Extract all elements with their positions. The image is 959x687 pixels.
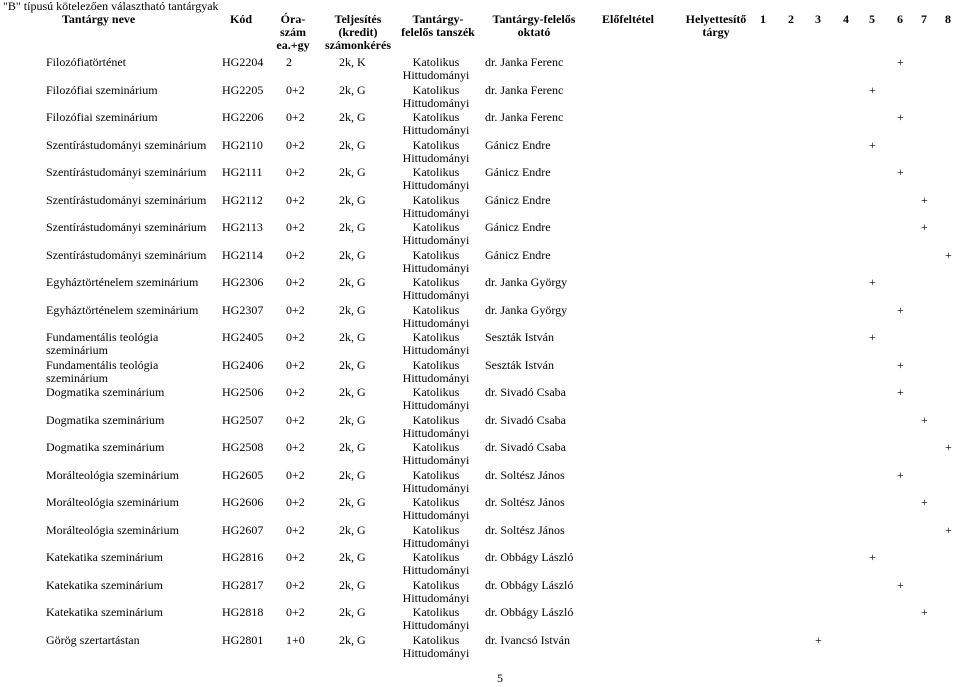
table-row	[0, 550, 959, 577]
header-dept-line2: felelős tanszék	[401, 25, 475, 39]
course-teacher: dr. Soltész János	[485, 495, 565, 509]
course-hours: 0+2	[286, 412, 305, 427]
semester-mark: +	[869, 82, 876, 97]
course-code: HG2817	[222, 577, 264, 592]
course-hours: 0+2	[286, 495, 305, 509]
course-department: Katolikus Hittudományi	[402, 82, 470, 110]
header-credit-line3: számonkérés	[325, 38, 391, 52]
course-teacher: Gánicz Endre	[485, 137, 551, 152]
course-department: Katolikus Hittudományi	[402, 632, 470, 660]
course-credit: 2k, K	[339, 55, 366, 69]
course-name: Katekatika szeminárium	[46, 577, 163, 592]
course-department: Katolikus Hittudományi	[402, 440, 470, 467]
semester-mark: +	[897, 357, 904, 372]
header-teacher-line2: oktató	[517, 25, 551, 39]
course-credit: 2k, G	[339, 330, 366, 344]
course-name: Katekatika szeminárium	[46, 550, 163, 564]
course-department: Katolikus Hittudományi	[402, 385, 470, 412]
course-teacher: Gánicz Endre	[485, 247, 551, 262]
table-row	[0, 495, 959, 522]
course-teacher: Gánicz Endre	[485, 192, 551, 207]
header-code: Kód	[230, 12, 253, 26]
course-teacher: dr. Soltész János	[485, 522, 565, 537]
header-credit	[318, 13, 398, 52]
course-credit: 2k, G	[339, 302, 366, 317]
course-name: Dogmatika szeminárium	[46, 385, 165, 399]
course-teacher: Seszták István	[485, 357, 554, 372]
course-name: Morálteológia szeminárium	[46, 467, 179, 482]
course-code: HG2607	[222, 522, 264, 537]
course-code: HG2111	[222, 165, 263, 179]
table-row	[0, 55, 959, 82]
semester-mark: +	[921, 220, 928, 234]
course-department: Katolikus Hittudományi	[402, 357, 470, 385]
course-code: HG2206	[222, 110, 264, 124]
course-department: Katolikus Hittudományi	[402, 220, 470, 247]
course-credit: 2k, G	[339, 605, 366, 619]
semester-mark: +	[869, 275, 876, 289]
table-row	[0, 605, 959, 632]
header-name: Tantárgy neve	[62, 12, 136, 26]
semester-mark: +	[815, 632, 822, 647]
course-name: Katekatika szeminárium	[46, 605, 163, 619]
semester-mark: +	[897, 302, 904, 317]
semester-mark: +	[921, 192, 928, 207]
course-teacher: Gánicz Endre	[485, 165, 551, 179]
course-teacher: dr. Obbágy László	[485, 550, 574, 564]
semester-mark: +	[921, 495, 928, 509]
course-teacher: dr. Obbágy László	[485, 577, 574, 592]
course-credit: 2k, G	[339, 357, 366, 372]
course-department: Katolikus Hittudományi	[402, 110, 470, 137]
course-code: HG2307	[222, 302, 264, 317]
course-name: Szentírástudományi szeminárium	[46, 220, 207, 234]
course-name: Görög szertartástan	[46, 632, 140, 647]
course-code: HG2405	[222, 330, 264, 344]
course-department: Katolikus Hittudományi	[402, 302, 470, 330]
course-name: Szentírástudományi szeminárium	[46, 165, 207, 179]
table-row	[0, 523, 959, 550]
header-hours-line3: ea.+gy	[276, 38, 310, 52]
course-hours: 0+2	[286, 220, 305, 234]
table-row	[0, 303, 959, 330]
course-credit: 2k, G	[339, 522, 366, 537]
course-department: Katolikus Hittudományi	[402, 412, 470, 440]
table-row	[0, 138, 959, 165]
header-substitute-line2: tárgy	[702, 25, 730, 39]
course-department: Katolikus Hittudományi	[402, 192, 470, 220]
course-hours: 0+2	[286, 110, 305, 124]
course-credit: 2k, G	[339, 275, 366, 289]
course-teacher: dr. Janka Ferenc	[485, 82, 564, 97]
course-hours: 0+2	[286, 82, 305, 97]
course-code: HG2508	[222, 440, 264, 454]
course-name: Egyháztörténelem szeminárium	[46, 275, 199, 289]
table-row	[0, 358, 959, 385]
header-semester-8: 8	[945, 12, 951, 26]
course-teacher: dr. Sivadó Csaba	[485, 412, 566, 427]
course-credit: 2k, G	[339, 412, 366, 427]
course-teacher: dr. Sivadó Csaba	[485, 385, 566, 399]
course-department: Katolikus Hittudományi	[402, 275, 470, 302]
course-teacher: Gánicz Endre	[485, 220, 551, 234]
course-teacher: dr. Ivancsó István	[485, 632, 570, 647]
course-department: Katolikus Hittudományi	[402, 247, 470, 275]
course-hours: 0+2	[286, 330, 305, 344]
header-hours-line2: szám	[280, 25, 306, 39]
course-hours: 0+2	[286, 192, 305, 207]
header-hours	[276, 13, 310, 52]
table-row	[0, 165, 959, 192]
course-code: HG2110	[222, 137, 263, 152]
course-code: HG2406	[222, 357, 264, 372]
header-dept-line1: Tantárgy-	[412, 12, 464, 26]
semester-mark: +	[921, 412, 928, 427]
semester-mark: +	[869, 330, 876, 344]
course-name: Egyháztörténelem szeminárium	[46, 302, 199, 317]
header-teacher-line1: Tantárgy-felelős	[492, 12, 576, 26]
course-credit: 2k, G	[339, 220, 366, 234]
table-row	[0, 110, 959, 137]
course-credit: 2k, G	[339, 632, 366, 647]
course-name: Filozófiai szeminárium	[46, 110, 158, 124]
table-row	[0, 578, 959, 605]
course-code: HG2816	[222, 550, 264, 564]
course-credit: 2k, G	[339, 165, 366, 179]
course-credit: 2k, G	[339, 495, 366, 509]
course-code: HG2606	[222, 495, 264, 509]
course-hours: 0+2	[286, 550, 305, 564]
course-name: Fundamentális teológia szeminárium	[46, 357, 159, 385]
course-credit: 2k, G	[339, 82, 366, 97]
course-teacher: Seszták István	[485, 330, 554, 344]
header-prereq: Előfeltétel	[602, 12, 654, 26]
course-department: Katolikus Hittudományi	[402, 330, 470, 357]
header-semester-3: 3	[815, 12, 821, 26]
table-row	[0, 193, 959, 220]
course-credit: 2k, G	[339, 385, 366, 399]
course-code: HG2507	[222, 412, 264, 427]
header-semester-2: 2	[788, 12, 794, 26]
course-department: Katolikus Hittudományi	[402, 137, 470, 165]
course-teacher: dr. Soltész János	[485, 467, 565, 482]
table-caption: "B" típusú kötelezően választható tantárgyak	[3, 0, 219, 13]
header-semester-6: 6	[897, 12, 903, 26]
course-hours: 1+0	[286, 632, 305, 647]
table-row	[0, 330, 959, 357]
course-hours: 0+2	[286, 605, 305, 619]
page-number: 5	[497, 671, 503, 685]
course-code: HG2801	[222, 632, 264, 647]
header-semester-1: 1	[760, 12, 766, 26]
course-hours: 0+2	[286, 522, 305, 537]
course-credit: 2k, G	[339, 192, 366, 207]
course-department: Katolikus Hittudományi	[402, 577, 470, 605]
course-hours: 0+2	[286, 440, 305, 454]
course-credit: 2k, G	[339, 550, 366, 564]
semester-mark: +	[869, 137, 876, 152]
semester-mark: +	[897, 110, 904, 124]
course-name: Morálteológia szeminárium	[46, 522, 179, 537]
course-name: Fundamentális teológia szeminárium	[46, 330, 159, 357]
course-credit: 2k, G	[339, 440, 366, 454]
header-semester-5: 5	[869, 12, 875, 26]
course-credit: 2k, G	[339, 110, 366, 124]
course-name: Dogmatika szeminárium	[46, 440, 165, 454]
course-hours: 0+2	[286, 302, 305, 317]
table-row	[0, 468, 959, 495]
course-code: HG2506	[222, 385, 264, 399]
semester-mark: +	[945, 440, 952, 454]
course-name: Filozófiai szeminárium	[46, 82, 158, 97]
course-teacher: dr. Janka Ferenc	[485, 55, 564, 69]
header-substitute	[676, 13, 756, 39]
semester-mark: +	[897, 385, 904, 399]
course-teacher: dr. Obbágy László	[485, 605, 574, 619]
course-teacher: dr. Janka György	[485, 275, 568, 289]
table-row	[0, 275, 959, 302]
course-credit: 2k, G	[339, 577, 366, 592]
semester-mark: +	[945, 522, 952, 537]
semester-mark: +	[897, 467, 904, 482]
course-department: Katolikus Hittudományi	[402, 165, 470, 192]
course-teacher: dr. Janka György	[485, 302, 568, 317]
course-code: HG2818	[222, 605, 264, 619]
course-name: Dogmatika szeminárium	[46, 412, 165, 427]
course-code: HG2113	[222, 220, 263, 234]
header-teacher	[486, 13, 582, 39]
course-hours: 0+2	[286, 165, 305, 179]
course-code: HG2605	[222, 467, 264, 482]
course-credit: 2k, G	[339, 247, 366, 262]
course-name: Filozófiatörténet	[46, 55, 126, 69]
course-hours: 0+2	[286, 137, 305, 152]
course-department: Katolikus Hittudományi	[402, 522, 470, 550]
table-row	[0, 633, 959, 660]
course-code: HG2204	[222, 55, 264, 69]
table-row	[0, 83, 959, 110]
course-hours: 2	[286, 55, 292, 69]
course-hours: 0+2	[286, 275, 305, 289]
header-dept	[392, 13, 484, 39]
course-teacher: dr. Janka Ferenc	[485, 110, 564, 124]
table-row	[0, 248, 959, 275]
course-hours: 0+2	[286, 385, 305, 399]
table-row	[0, 385, 959, 412]
semester-mark: +	[897, 55, 904, 69]
semester-mark: +	[869, 550, 876, 564]
header-hours-line1: Óra-	[280, 12, 306, 26]
course-hours: 0+2	[286, 577, 305, 592]
header-semester-7: 7	[921, 12, 927, 26]
table-row	[0, 413, 959, 440]
semester-mark: +	[921, 605, 928, 619]
header-substitute-line1: Helyettesítő	[685, 12, 747, 26]
course-hours: 0+2	[286, 247, 305, 262]
table-row	[0, 220, 959, 247]
course-department: Katolikus Hittudományi	[402, 550, 470, 577]
course-name: Szentírástudományi szeminárium	[46, 192, 207, 207]
semester-mark: +	[945, 247, 952, 262]
course-name: Morálteológia szeminárium	[46, 495, 179, 509]
course-code: HG2112	[222, 192, 263, 207]
course-code: HG2306	[222, 275, 264, 289]
course-credit: 2k, G	[339, 137, 366, 152]
course-teacher: dr. Sivadó Csaba	[485, 440, 566, 454]
course-department: Katolikus Hittudományi	[402, 495, 470, 522]
course-code: HG2114	[222, 247, 263, 262]
header-credit-line2: (kredit)	[338, 25, 378, 39]
table-row	[0, 440, 959, 467]
course-name: Szentírástudományi szeminárium	[46, 137, 207, 152]
course-department: Katolikus Hittudományi	[402, 605, 470, 632]
course-department: Katolikus Hittudományi	[402, 55, 470, 82]
header-semester-4: 4	[843, 12, 849, 26]
course-name: Szentírástudományi szeminárium	[46, 247, 207, 262]
header-credit-line1: Teljesítés	[334, 12, 382, 26]
course-hours: 0+2	[286, 467, 305, 482]
semester-mark: +	[897, 577, 904, 592]
course-hours: 0+2	[286, 357, 305, 372]
course-credit: 2k, G	[339, 467, 366, 482]
semester-mark: +	[897, 165, 904, 179]
course-department: Katolikus Hittudományi	[402, 467, 470, 495]
course-code: HG2205	[222, 82, 264, 97]
